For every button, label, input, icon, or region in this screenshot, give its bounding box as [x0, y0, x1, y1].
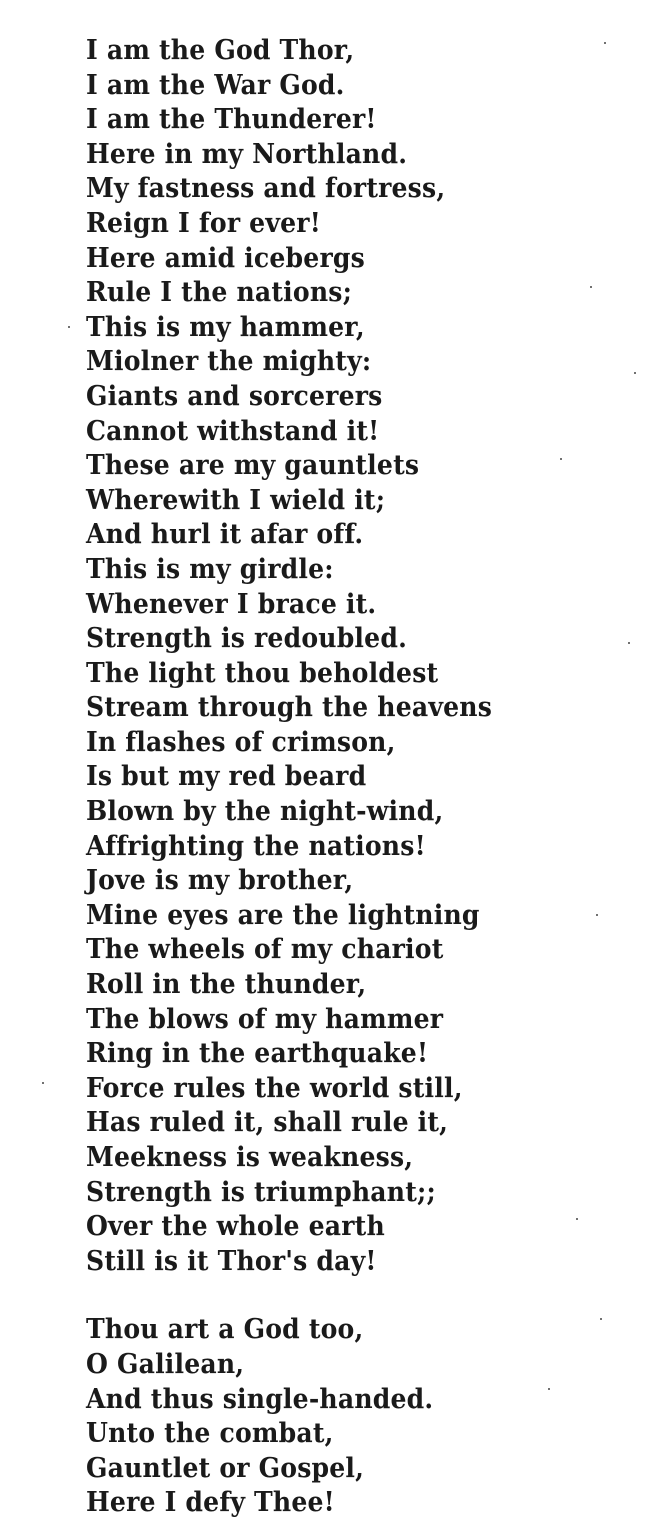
- poem-line: Affrighting the nations!: [86, 830, 426, 862]
- scan-speck: [628, 642, 630, 644]
- poem-line: My fastness and fortress,: [86, 173, 446, 205]
- poem-line: Here amid icebergs: [86, 242, 365, 274]
- poem-line: I am the God Thor,: [86, 35, 355, 66]
- poem-line: Strength is redoubled.: [86, 623, 408, 655]
- poem-line: Blown by the night-wind,: [86, 796, 444, 828]
- poem-line: This is my hammer,: [86, 311, 365, 343]
- poem-line: Here I defy Thee!: [86, 1487, 335, 1519]
- poem-line: Thou art a God too,: [86, 1314, 364, 1346]
- poem-line: Strength is triumphant;;: [86, 1176, 436, 1208]
- poem-line: And thus single-handed.: [86, 1383, 434, 1415]
- scan-speck: [560, 458, 562, 460]
- poem-line: Gauntlet or Gospel,: [86, 1452, 365, 1484]
- poem-line: These are my gauntlets: [86, 450, 420, 482]
- poem-line: This is my girdle:: [86, 553, 334, 585]
- scan-speck: [576, 1218, 578, 1220]
- poem-line: Roll in the thunder,: [86, 969, 367, 1001]
- scan-speck: [634, 372, 636, 374]
- scan-speck: [604, 42, 606, 44]
- scan-speck: [68, 326, 70, 328]
- poem-line: The light thou beholdest: [86, 657, 439, 689]
- poem-line: Whenever I brace it.: [86, 588, 377, 620]
- poem-line: Over the whole earth: [86, 1211, 385, 1243]
- scan-speck: [600, 1318, 602, 1320]
- stanza-2: [86, 1313, 646, 1521]
- poem-line: Force rules the world still,: [86, 1072, 463, 1104]
- poem-line: O Galilean,: [86, 1348, 245, 1380]
- poem-line: I am the Thunderer!: [86, 104, 377, 136]
- scan-speck: [42, 1082, 44, 1084]
- poem-line: Stream through the heavens: [86, 692, 493, 724]
- poem-line: Meekness is weakness,: [86, 1142, 414, 1173]
- poem-line: Reign I for ever!: [86, 207, 321, 239]
- poem-line: The wheels of my chariot: [86, 934, 444, 966]
- poem-line: In flashes of crimson,: [86, 726, 396, 758]
- scan-speck: [590, 286, 592, 288]
- poem-line: And hurl it afar off.: [86, 519, 364, 551]
- poem-line: Here in my Northland.: [86, 138, 408, 170]
- poem: [86, 34, 646, 1521]
- poem-line: I am the War God.: [86, 69, 345, 101]
- poem-line: Rule I the nations;: [86, 277, 353, 309]
- poem-line: Jove is my brother,: [86, 865, 354, 897]
- poem-line: Miolner the mighty:: [86, 346, 372, 378]
- poem-line: Still is it Thor's day!: [86, 1245, 377, 1277]
- poem-line: Has ruled it, shall rule it,: [86, 1107, 449, 1139]
- poem-line: Mine eyes are the lightning: [86, 899, 480, 931]
- poem-line: Wherewith I wield it;: [86, 484, 386, 516]
- poem-line: The blows of my hammer: [86, 1003, 444, 1035]
- poem-line: Is but my red beard: [86, 761, 367, 793]
- poem-line: Unto the combat,: [86, 1418, 334, 1450]
- poem-line: Giants and sorcerers: [86, 380, 383, 412]
- stanza-1: [86, 34, 646, 1279]
- poem-line: Ring in the earthquake!: [86, 1038, 429, 1070]
- scan-speck: [548, 1388, 550, 1390]
- poem-line: Cannot withstand it!: [86, 415, 380, 447]
- scan-speck: [596, 914, 598, 916]
